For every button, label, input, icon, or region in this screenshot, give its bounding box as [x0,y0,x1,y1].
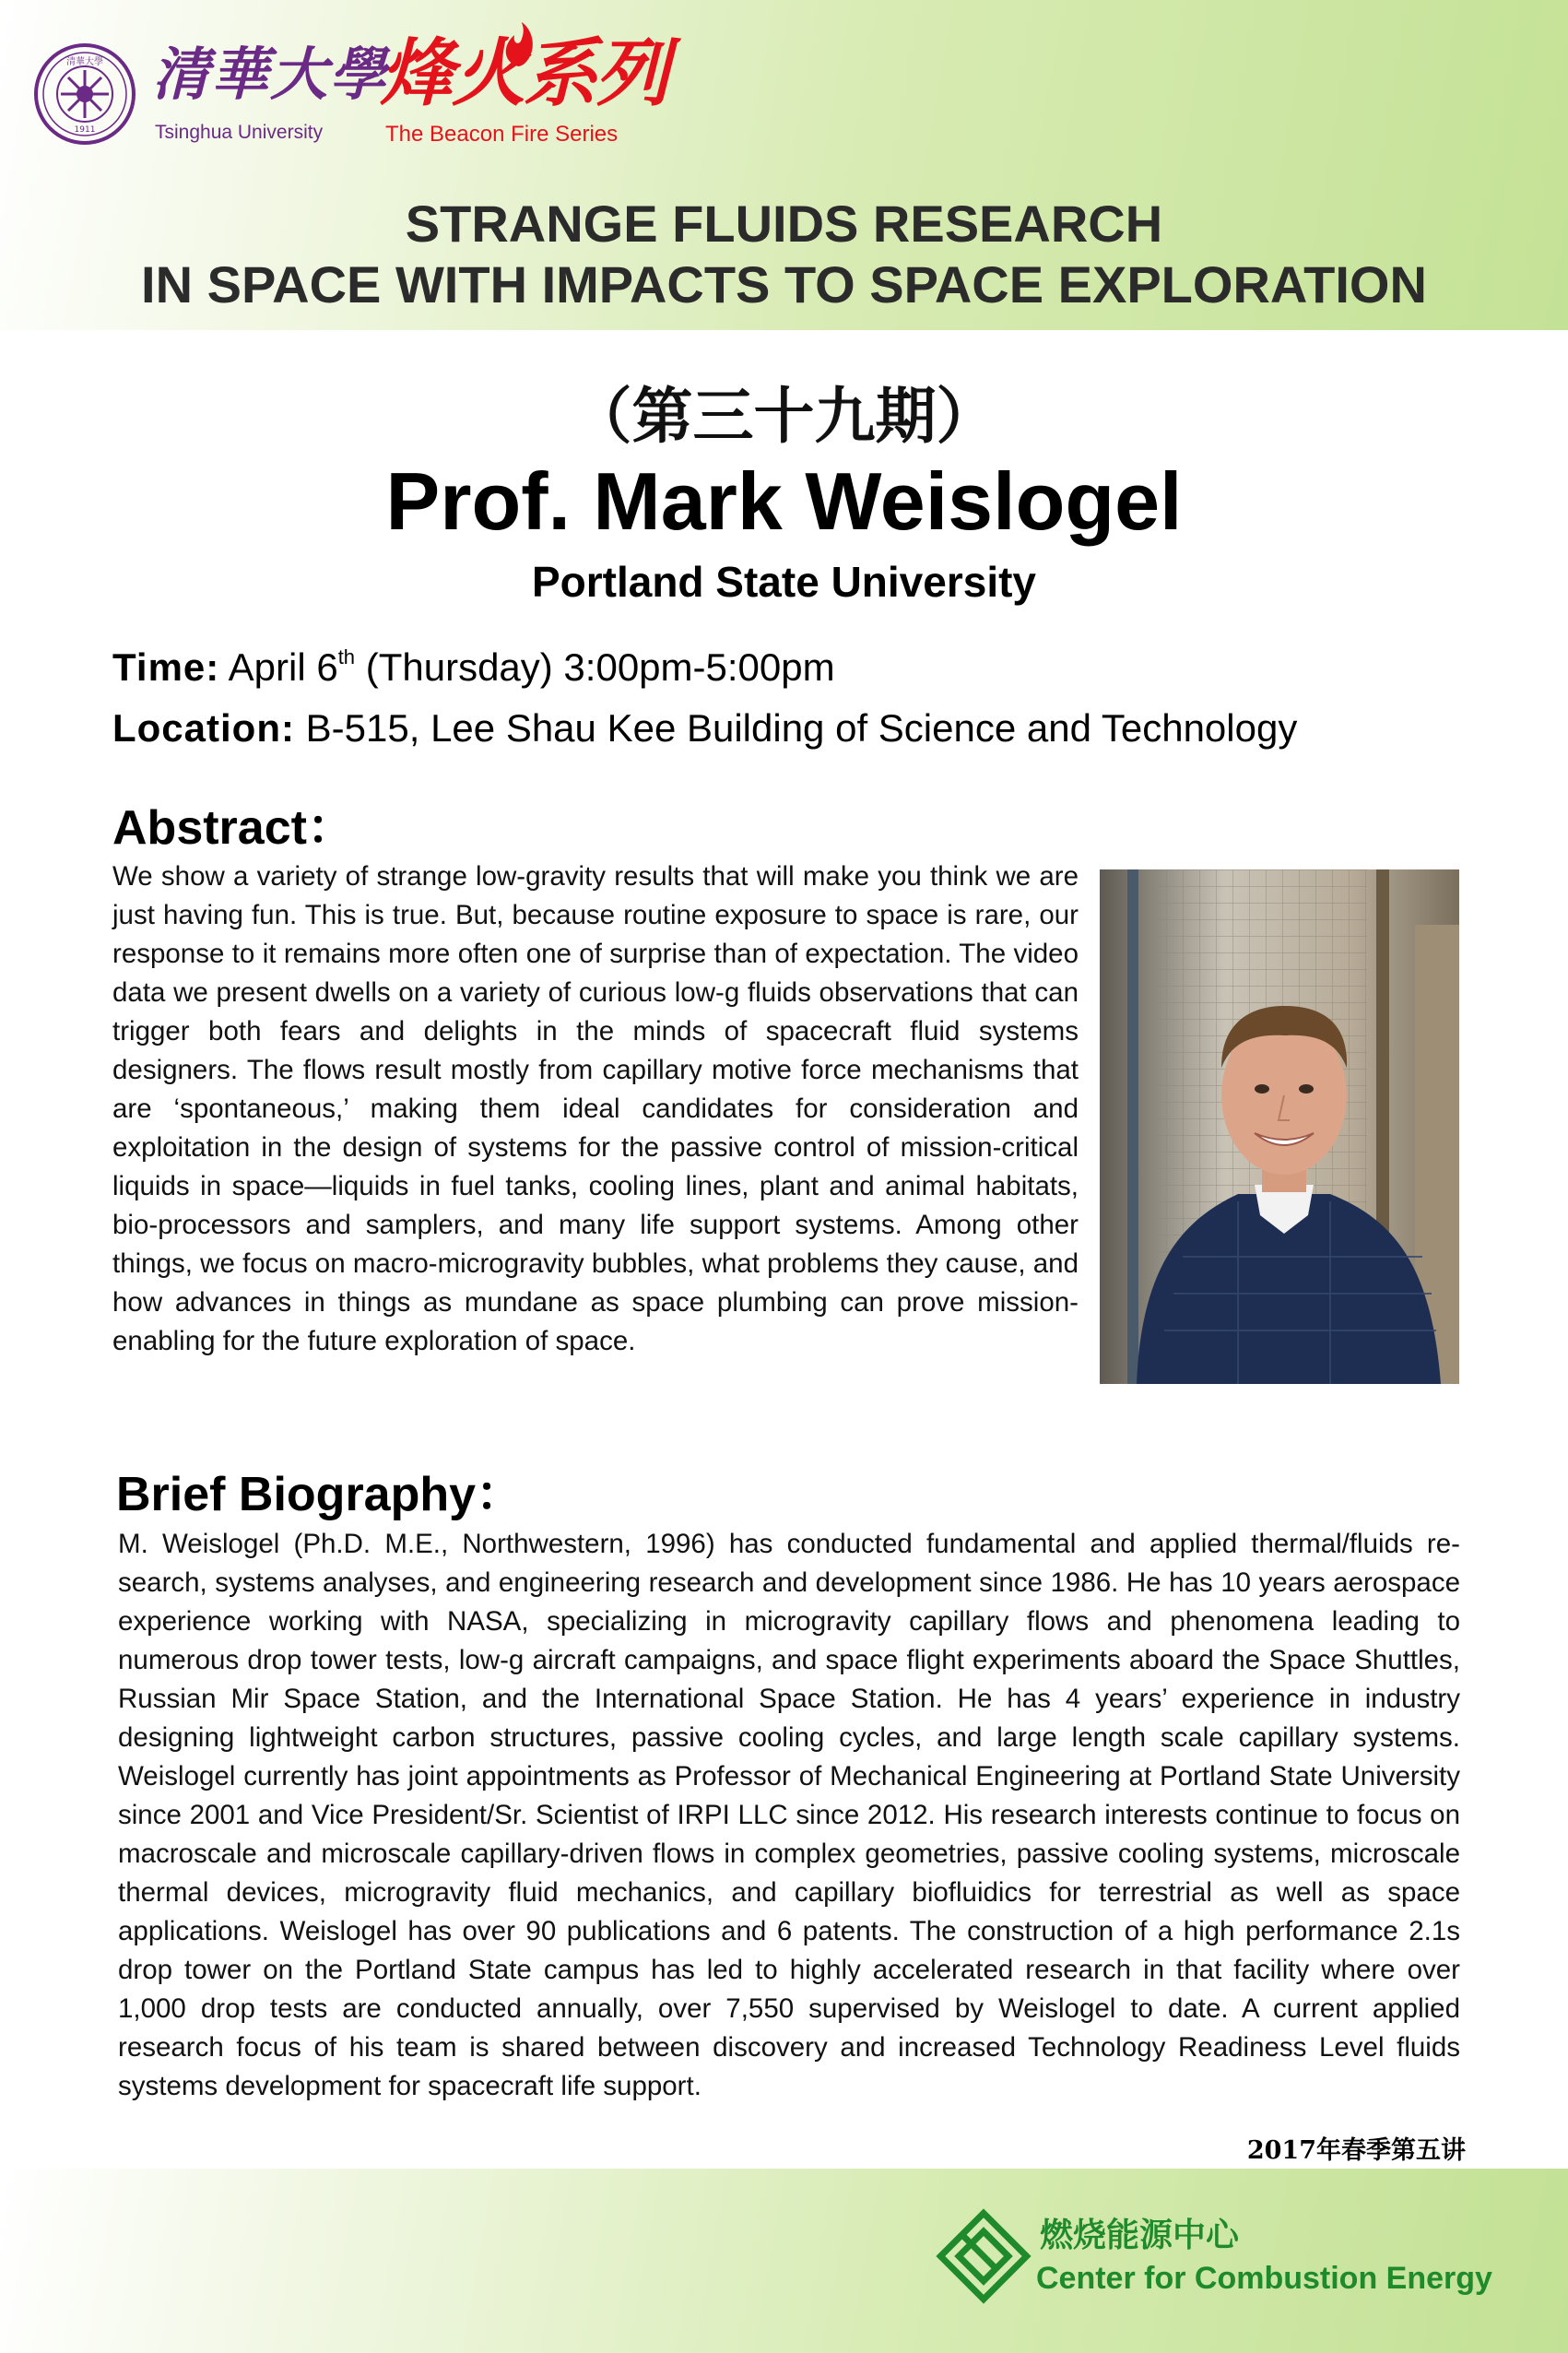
time-label: Time: [112,645,220,689]
beacon-logo-cn: 烽火系列 [380,30,667,116]
time-date-suffix: th [337,645,356,668]
center-name-en: Center for Combustion Energy [1036,2261,1492,2296]
lecture-title [0,194,1568,314]
time-line [112,645,835,690]
seal-text-top: 清華大學 [66,57,103,67]
abstract-text: We show a variety of strange low-gravity results that will make you think we are just having fun. This is true. But, because routine exposure to space is rare, our response to it remains more often one of surprise than of expectation. The video data we present dwells on a variety of curious low-g fluids observations that can trigger both fears and delights in the minds of spacecraft fluid systems designers. The flows result mostly from capillary motive force mechanisms that are ‘spontaneous,’ making them ideal candidates for consideration and exploitation in the design of systems for the passive control of mission-critical liquids in space—liquids in fuel tanks, cooling lines, plant and animal habitats, bio-processors and samplers, and many life support systems. Among other things, we focus on macro-microgravity bubbles, what problems they cause, and how advances in things as mundane as space plumbing can prove mission-enabling for the future exploration of space. [112,861,1079,1356]
center-name-cn: 燃烧能源中心 [1040,2216,1240,2253]
speaker-photo [1100,869,1459,1384]
tsinghua-seal [33,42,136,146]
title-line-2: IN SPACE WITH IMPACTS TO SPACE EXPLORATION [141,254,1427,313]
tsinghua-logo-en: Tsinghua University [155,122,324,143]
issue-number: （第三十九期） [571,380,997,452]
tsinghua-logo-cn: 清華大學 [152,41,389,108]
biography-heading: Brief Biography： [116,1468,525,1521]
cce-logo-icon [933,2205,1034,2307]
time-value: (Thursday) 3:00pm-5:00pm [365,645,835,689]
speaker-name: Prof. Mark Weislogel [385,455,1183,547]
location-line [112,706,1297,751]
abstract-heading: Abstract： [112,801,355,855]
location-value: B-515, Lee Shau Kee Building of Science and Technology [305,706,1298,750]
location-label: Location: [112,706,295,750]
biography-text: M. Weislogel (Ph.D. M.E., Northwestern, 1996) has conducted fundamental and applied thermal/fluids research, systems analyses, and engineering research and development since 1986. He has 10 years aerospace experience working with NASA, specializing in microgravity capillary flows and phenomena leading to numerous drop tower tests, low-g aircraft campaigns, and space flight experiments aboard the Space Shuttles, Russian Mir Space Station, and the International Space Station. He has 4 years’ experience in industry designing lightweight carbon structures, passive cooling cycles, and large length scale capillary systems. Weislogel currently has joint appointments as Professor of Mechanical Engineering at Portland State University since 2001 and Vice President/Sr. Scientist of IRPI LLC since 2012. His research interests continue to focus on macroscale and microscale capillary-driven flows in complex geometries, passive cooling systems, microscale thermal devices, microgravity fluid mechanics, and capillary biofluidics for terrestrial as well as space applications. Weislogel has over 90 publications and 6 patents. The construction of a high performance 2.1s drop tower on the Portland State campus has led to highly accelerated research in that facility where over 1,000 drop tests are conducted annually, over 7,550 supervised by Weislogel to date. A current applied research focus of his team is shared between discovery and increased Technology Readiness Level fluids systems development for spacecraft life support. [118,1529,1460,2101]
seal-text-year: 1911 [74,125,96,135]
time-date: April 6 [228,645,338,689]
speaker-affiliation: Portland State University [531,558,1037,606]
beacon-logo-en: The Beacon Fire Series [385,122,619,147]
title-line-1: STRANGE FLUIDS RESEARCH [405,195,1163,253]
lecture-note: 2017年春季第五讲 [1246,2136,1466,2165]
